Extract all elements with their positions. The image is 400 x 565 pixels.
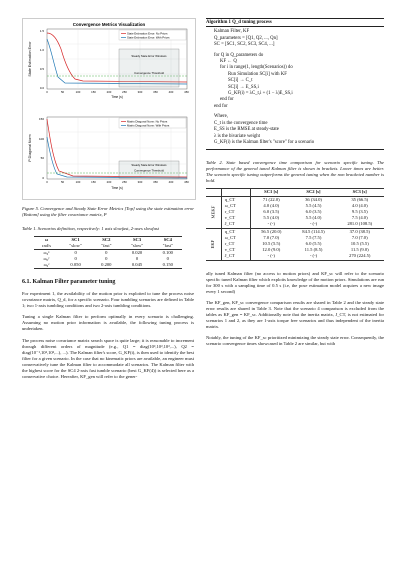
algorithm-line: Run Simulation SC[i] with KF (228, 71, 287, 77)
top-window-label: Steady State Error Windows (131, 54, 167, 58)
algorithm-box (206, 18, 384, 150)
bottom-ytick: 50 (40, 156, 44, 160)
table1-cell: 0 (74, 250, 77, 255)
table2-cell: 5.5 (4.5) (305, 202, 322, 208)
table1-row-label: ω₀ᶻ (43, 262, 50, 267)
table2-row (206, 253, 384, 260)
table1-cell: 0 (74, 256, 77, 261)
table2-header: SC3 [s] (352, 189, 367, 195)
algorithm-line: for Q in Q_parameters do (214, 52, 264, 58)
algorithm-line: end for (220, 97, 234, 103)
table2 (206, 188, 384, 260)
convergence-figure-svg (23, 19, 195, 199)
xtick: 250 (122, 180, 127, 184)
table2-cell: 7.5 (7.5) (305, 234, 322, 240)
xtick: 200 (106, 90, 112, 94)
xtick: 350 (153, 180, 158, 184)
bottom-xticks (46, 180, 189, 184)
top-ytick: 0.5 (39, 67, 44, 71)
table2-cell: 5.5 (4.0) (305, 215, 322, 221)
table1-subheader: "slow" (130, 243, 144, 248)
table1-header: SC2 (102, 237, 111, 242)
table1-row-label: ω₀ʸ (43, 256, 50, 261)
table2-cell: 5.5 (4.0) (250, 215, 291, 221)
top-plot-title: Convergence Metrics Visualization (72, 22, 146, 27)
table2-cell: 71 (22.0) (250, 196, 291, 203)
table1-caption: Table 1. Scenarios definition, respectively: 1 axis slowfast, 2-axes slowfast (22, 226, 159, 231)
left-paragraph: For experiment 1, the availability of the motion prior is exploited to tune the process noise covariance matrix, Q_d, for a specific scenario. Four tumbling scenarios are defined in Table 1; two 1-axis tumbling conditions and two 2-axis tumbling conditions. (22, 291, 194, 309)
xtick: 350 (153, 90, 158, 94)
top-plot-xlabel: Time (s) (111, 95, 123, 99)
table1-header: ω (44, 237, 49, 242)
xtick: 400 (168, 90, 174, 94)
right-paragraph: Notably, the tuning of the KF_sc prioritized minimizing the steady state error. Consequently, the scenario convergence times showcased in Table 2 are similar, but with (206, 335, 384, 347)
bottom-ytick: 0 (42, 176, 44, 180)
table1-cell: 0 (166, 256, 169, 261)
table2-row-label: v_CT (224, 215, 236, 221)
table2-row (206, 228, 384, 235)
table2-group-label: EKF (210, 239, 216, 249)
table2-cell: 7.5 (4.0) (351, 215, 368, 221)
table2-header: SC1 [s] (250, 189, 291, 196)
table1-row-label: ω₀ˣ (43, 250, 50, 255)
algorithm-title: Algorithm 1 Q_d tuning process (206, 20, 384, 27)
table2-cell: 4.0 (4.0) (351, 202, 368, 208)
bottom-ytick: 150 (38, 117, 44, 121)
table2-cell: - (-) (309, 221, 318, 227)
table2-cell: 6.0 (3.5) (250, 209, 291, 215)
table2-body (206, 196, 384, 260)
right-paragraph: The KF_gen, KF_sc convergence comparison results are shared in Table 2 and the steady state error results are shared in Table 3. Note that the scenario 4 comparison is excluded from the tables as KF_gen = KF_sc. Additionally note that the inertia matrix, J_CT, is not estimated for scenarios 1 and 2, as they are 1-axis torque free scenarios and thus independent of the inertia matrix. (206, 299, 384, 330)
top-plot-ylabel: State Estimation Error (28, 41, 32, 77)
table2-cell: - (-) (250, 221, 291, 228)
table2-cell: 6.0 (5.5) (305, 240, 322, 246)
xtick: 400 (168, 180, 174, 184)
table2-cell: 6.0 (3.5) (305, 208, 322, 214)
table1-subheader: "fast" (162, 243, 173, 248)
table2-caption: Table 2. State based convergence time comparison for scenario specific tuning. The performance of the general tuned Kalman filter is shown in brackets. Lower times are better. The scenario specific tuning outperforms the general tuning when the non bracketed number is bold. (206, 160, 384, 184)
table1-cell: 0.045 (131, 262, 143, 267)
table1-header: SC4 (163, 237, 172, 242)
top-xticks (46, 90, 189, 94)
algorithm-line: λ is the bivariate weight (214, 133, 261, 139)
algorithm-line: G_KF(i) = λC_t,i + (1 − λ)E_SS,i (228, 91, 293, 97)
table2-cell: 37.0 (38.5) (349, 228, 370, 234)
top-ytick: 1.0 (39, 48, 44, 52)
xtick: 100 (75, 90, 81, 94)
table2-cell: 11.5 (8.5) (304, 247, 323, 253)
top-legend (119, 30, 186, 40)
table1-header: SC1 (71, 237, 80, 242)
algorithm-line: G_KF(i) is the Kalman filter's "score" for a scenario (214, 139, 315, 145)
xtick: 150 (91, 180, 96, 184)
bottom-legend-item: Matrix Diagonal Norm: No Priors (127, 119, 168, 124)
bottom-threshold-label: Convergence Threshold (134, 168, 164, 173)
table2-row-label: r_CT (224, 208, 235, 214)
xtick: 0 (46, 180, 48, 184)
table2-row-label: ω_CT (224, 202, 236, 208)
table2-cell: - (-) (250, 253, 291, 260)
table2-row-label: ω_CT (224, 234, 236, 240)
table1-cell: 0 (105, 250, 108, 255)
table1-cell: 0.100 (162, 250, 173, 255)
xtick: 0 (46, 90, 48, 94)
table1-cell: 0 (135, 256, 139, 261)
xtick: 450 (184, 90, 189, 94)
algorithm-line: Q_parameters = [Q1, Q2, ..., Qn] (214, 35, 278, 41)
table2-row-label: v_CT (224, 247, 236, 253)
table1-header: SC3 (132, 237, 142, 242)
left-column (22, 18, 194, 385)
xtick: 150 (91, 90, 96, 94)
table2-cell: 281.0 (108.5) (347, 221, 373, 227)
bottom-window-label: Steady State Error Windows (131, 163, 167, 167)
top-legend-item: State Estimation Error: With Priors (127, 35, 170, 40)
table1-row (34, 262, 182, 269)
top-legend-item: State Estimation Error: No Priors (127, 31, 168, 36)
table2-group-label: MEKF (210, 205, 216, 219)
table2-cell: 7.0 (7.0) (351, 234, 368, 240)
table1-subheader: "slow" (69, 243, 82, 248)
table2-row-label: r_CT (224, 240, 235, 246)
algorithm-line: C_t is the convergence time (214, 120, 268, 126)
table2-cell: 10.5 (5.5) (250, 241, 291, 247)
table2-cell: 12.0 (9.0) (250, 247, 291, 253)
table2-cell: 11.5 (9.0) (350, 247, 369, 253)
algorithm-lines (206, 29, 384, 146)
table1-subheader: "fast" (101, 243, 112, 248)
algorithm-line: SC = [SC1, SC2, SC3, SC4, ...] (214, 42, 275, 48)
table1-subheader: rad/s (42, 243, 51, 248)
table2-cell: 7.0 (7.0) (250, 235, 291, 241)
table2-cell: 56.5 (20.0) (250, 228, 291, 235)
table1-cell: 0.020 (131, 250, 143, 255)
table2-row-label: q_CT (224, 196, 236, 202)
algorithm-line: for i in range(1, length(Scenarios)) do (220, 65, 293, 71)
table2-cell: - (-) (309, 253, 318, 259)
table2-header (221, 189, 250, 196)
xtick: 100 (75, 180, 81, 184)
table1-cell: 0.200 (101, 262, 112, 267)
xtick: 50 (60, 90, 65, 94)
table1-cell: 0.150 (162, 262, 173, 267)
bottom-ytick: 100 (38, 137, 44, 141)
table2-row-label: J_CT (224, 221, 235, 227)
algorithm-line: Where, (214, 114, 228, 120)
algorithm-line: end for (214, 103, 228, 109)
section-title: 6.1. Kalman Filter parameter tuning (22, 279, 116, 285)
left-paragraph: The process noise covariance matrix search space is quite large; it is reasonable to increment through different orders of magnitude (e.g., Q1 = diag(10³,10³,10³,...), Q2 = diag(10⁻¹,10²,10³,...), ...). The Kalman filter's score, G_KF(i), is then used to identify the best filter for a given scenario. In the case that no kinematic priors are available, an engineer must conservatively tune the Kalman filter to accommodate all scenarios. The Kalman filter with the highest score for the SC4 2-axis fast tumble scenario (best G_KF(4)) is selected here as a conservative choice. Hereafter, KF_gen will refer to the gener- (22, 337, 194, 380)
algorithm-line: KF ← Q (220, 59, 237, 65)
algorithm-line: Kalman Filter, KF (214, 29, 250, 35)
algorithm-line: E_SS is the RMSE at steady-state (214, 127, 279, 133)
table2-cell: 9.5 (3.5) (351, 208, 368, 214)
table2-cell: 4.0 (4.0) (250, 203, 291, 209)
top-ytick: 1.5 (39, 29, 44, 33)
table2-cell: 36 (34.0) (305, 196, 322, 202)
xtick: 450 (184, 180, 189, 184)
table1-cell: 0 (105, 256, 108, 261)
figure-caption: Figure 5. Convergence and Steady State Error Metrics [Top] using the state estimation error [Bottom] using the filter covariance matrix, P (22, 206, 194, 217)
right-paragraph: ally tuned Kalman filter (no access to motion priors) and KF_sc will refer to the scenario specific tuned Kalman filter which exploits knowledge of the motion priors. Simulations are run for 300 s with a sampling time of 0.5 s (i.e, the pose estimation model acquires a new image every 1 second) (206, 270, 384, 294)
table1-cell: 0.050 (70, 262, 81, 267)
convergence-figure (22, 18, 196, 200)
xtick: 250 (122, 90, 127, 94)
table2-cell: 10.5 (5.5) (350, 240, 369, 246)
table2-cell: 84.5 (114.5) (302, 228, 325, 234)
top-threshold-label: Convergence Threshold (134, 71, 164, 75)
left-paragraph: Tuning a single Kalman filter to perform optimally in every scenario is challenging. Assuming no motion prior information is available, the following tuning process is undertaken. (22, 314, 194, 332)
table2-header: SC2 [s] (306, 189, 321, 195)
algorithm-line: SC[i] → E_SS,i (228, 84, 259, 90)
top-ytick: 0.0 (39, 86, 44, 90)
table2-row (206, 196, 384, 203)
xtick: 300 (137, 90, 143, 94)
xtick: 300 (137, 180, 143, 184)
table2-row-label: J_CT (224, 253, 235, 259)
table2-cell: 35 (66.5) (351, 196, 369, 202)
table1 (34, 236, 182, 269)
table2-row-label: q_CT (224, 228, 236, 234)
xtick: 50 (60, 180, 65, 184)
right-column (206, 18, 384, 353)
bottom-plot-ylabel: P Diagonal Norm (28, 134, 32, 162)
table2-cell: 270 (224.5) (349, 253, 371, 259)
bottom-legend (119, 118, 186, 128)
bottom-legend-item: Matrix Diagonal Norm: With Priors (127, 123, 170, 128)
table2-row (206, 221, 384, 228)
xtick: 200 (106, 180, 112, 184)
algorithm-line: SC[i] → C_t (228, 78, 253, 84)
bottom-plot-xlabel: Time (s) (111, 186, 123, 190)
